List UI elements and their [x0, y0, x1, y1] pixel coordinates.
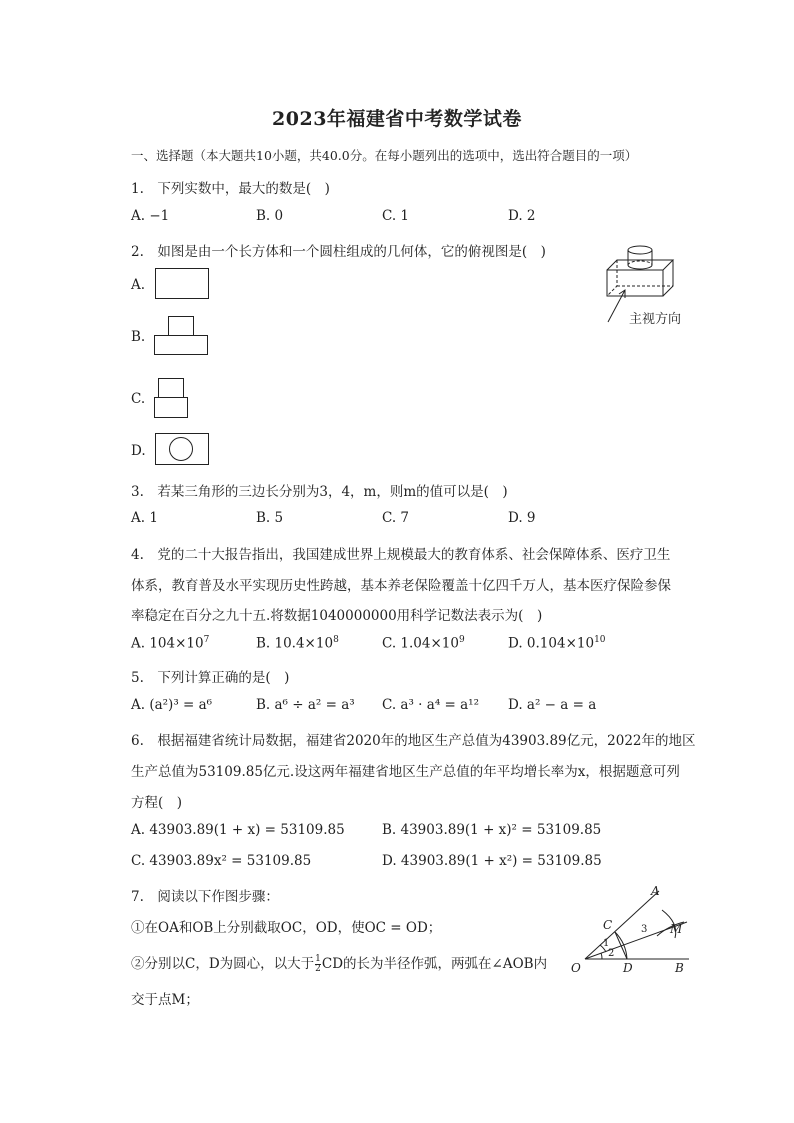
- question-4-line-2: 体系，教育普及水平实现历史性跨越，基本养老保险覆盖十亿四千万人，基本医疗保险参保: [131, 578, 671, 594]
- q2-label-d: D.: [131, 443, 146, 459]
- angle-label-2: 2: [608, 948, 615, 959]
- q3-option-b: B. 5: [256, 510, 284, 526]
- q2-label-a: A.: [131, 277, 146, 293]
- q6-option-c: C. 43903.89x² = 53109.85: [131, 853, 312, 869]
- q1-option-d: D. 2: [508, 208, 536, 224]
- q2-option-d-circle: [169, 437, 193, 461]
- q1-option-a: A. −1: [131, 208, 170, 224]
- label-o: O: [571, 961, 581, 975]
- q2-option-a-rectangle: [155, 268, 209, 299]
- q5-option-a: A. (a²)³ = a⁶: [131, 697, 213, 713]
- section-heading: 一、选择题（本大题共10小题，共40.0分。在每小题列出的选项中，选出符合题目的一项）: [131, 148, 638, 163]
- fraction-one-half: $\frac{1}{2}$: [315, 954, 321, 974]
- view-direction-arrowhead: [619, 290, 625, 298]
- question-6-line-2: 生产总值为53109.85亿元.设这两年福建省地区生产总值的年平均增长率为x，根据题意可列: [131, 764, 680, 780]
- question-7-stem: 7. 阅读以下作图步骤：: [131, 889, 279, 905]
- question-2-stem: 2. 如图是由一个长方体和一个圆柱组成的几何体，它的俯视图是( ): [131, 244, 546, 260]
- q1-option-b: B. 0: [256, 208, 284, 224]
- label-d: D: [623, 961, 633, 975]
- view-direction-arrow: [608, 290, 625, 322]
- q4-option-d: D. $0.104\times 10^{10}$: [508, 635, 606, 652]
- view-direction-label: 主视方向: [629, 312, 682, 327]
- question-6-line-1: 6. 根据福建省统计局数据，福建省2020年的地区生产总值为43903.89亿元，2022年的地区: [131, 733, 696, 749]
- q5-option-b: B. a⁶ ÷ a² = a³: [256, 697, 355, 713]
- q1-option-c: C. 1: [382, 208, 410, 224]
- box-front-face: [607, 270, 663, 296]
- question-3-stem: 3. 若某三角形的三边长分别为3，4，m，则m的值可以是( ): [131, 484, 508, 500]
- q7-construction-figure: [565, 882, 695, 978]
- q6-option-a: A. 43903.89(1 + x) = 53109.85: [131, 822, 345, 838]
- q4-option-c: C. $1.04\times 10^9$: [382, 635, 465, 652]
- q6-option-d: D. 43903.89(1 + x²) = 53109.85: [382, 853, 602, 869]
- cylinder-bottom-back: [628, 261, 652, 265]
- q2-option-c-bottom-rect: [154, 397, 188, 418]
- q6-option-b: B. 43903.89(1 + x)² = 53109.85: [382, 822, 602, 838]
- cylinder-top: [628, 246, 652, 254]
- q3-option-d: D. 9: [508, 510, 536, 526]
- q2-option-c-top-square: [158, 378, 184, 398]
- q2-option-b-top-square: [168, 316, 194, 336]
- question-5-stem: 5. 下列计算正确的是( ): [131, 670, 290, 686]
- q3-option-c: C. 7: [382, 510, 410, 526]
- page-title: 2023年福建省中考数学试卷: [272, 108, 522, 130]
- q4-option-b: B. $10.4\times 10^8$: [256, 635, 339, 652]
- question-7-step-1: ①在OA和OB上分别截取OC，OD，使OC = OD；: [131, 920, 442, 936]
- question-7-step-2: ②分别以C，D为圆心，以大于 $\frac{1}{2}$ CD的长为半径作弧，两弧在∠AOB内: [131, 954, 548, 974]
- question-4-line-3: 率稳定在百分之九十五.将数据1040000000用科学记数法表示为( ): [131, 608, 543, 624]
- angle-label-3: 3: [641, 924, 648, 935]
- segment-cd: [615, 932, 627, 959]
- angle-2-mark: [601, 953, 602, 959]
- q5-option-d: D. a² − a = a: [508, 697, 597, 713]
- q4-option-a: A. $104\times 10^7$: [131, 635, 210, 652]
- label-b: B: [675, 961, 684, 975]
- cylinder-bottom-front: [628, 265, 652, 269]
- label-c: C: [603, 918, 613, 932]
- question-1-stem: 1. 下列实数中，最大的数是( ): [131, 181, 330, 197]
- q3-option-a: A. 1: [131, 510, 158, 526]
- question-6-line-3: 方程( ): [131, 795, 183, 811]
- question-7-step-2-cont: 交于点M；: [131, 992, 199, 1008]
- label-m: M: [670, 922, 683, 936]
- q2-label-b: B.: [131, 329, 146, 345]
- question-4-line-1: 4. 党的二十大报告指出，我国建成世界上规模最大的教育体系、社会保障体系、医疗卫生: [131, 547, 671, 563]
- q5-option-c: C. a³ · a⁴ = a¹²: [382, 697, 479, 713]
- label-a: A: [651, 884, 660, 898]
- q2-label-c: C.: [131, 391, 146, 407]
- q2-option-b-bottom-rect: [154, 335, 208, 355]
- angle-label-1: 1: [603, 938, 610, 949]
- q2-solid-figure: [595, 238, 705, 333]
